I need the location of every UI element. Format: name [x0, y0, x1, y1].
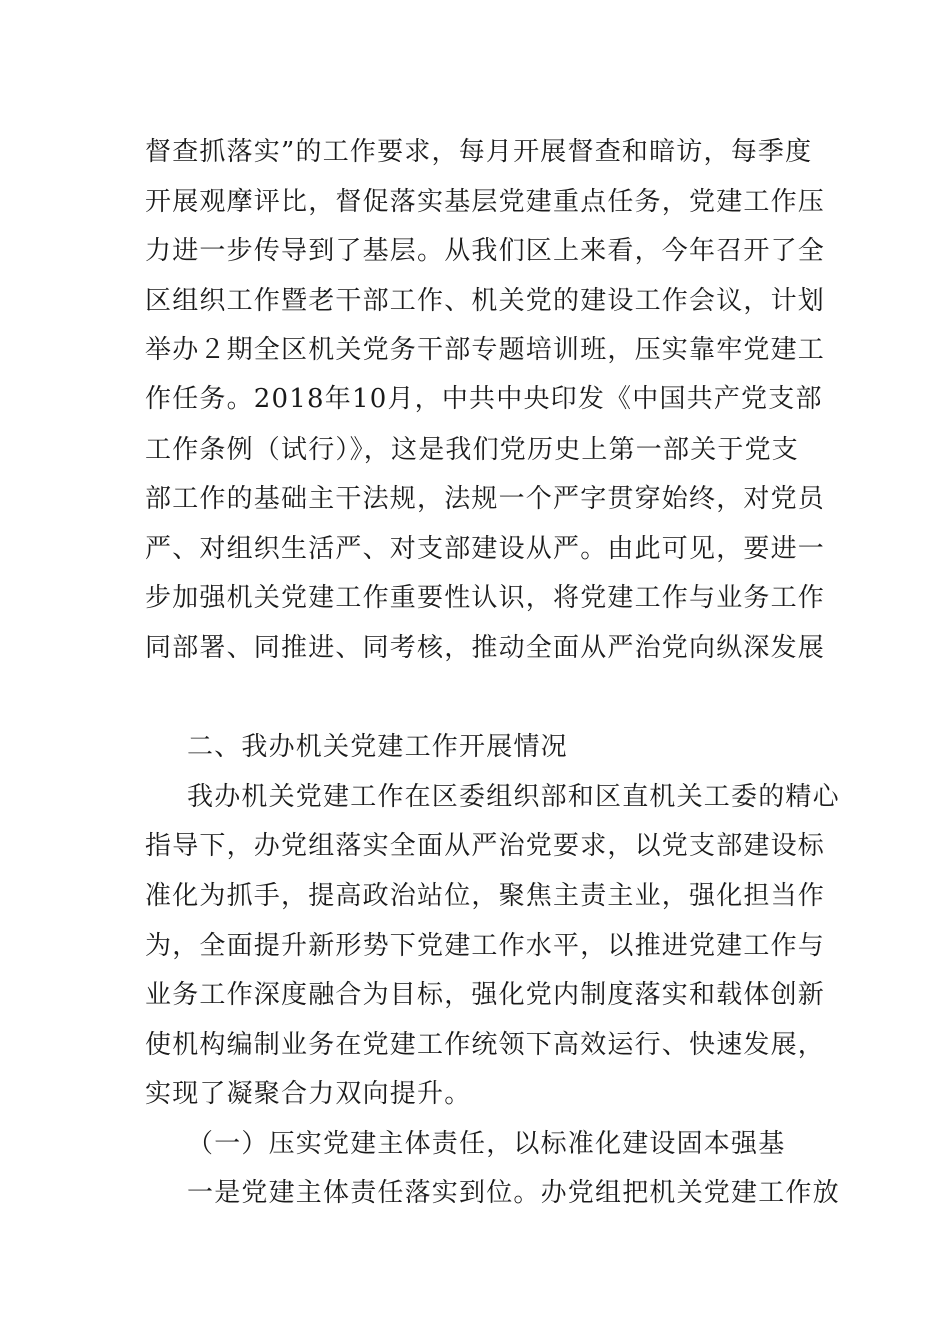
text-line: 举办２期全区机关党务干部专题培训班，压实靠牢党建工 [145, 335, 826, 365]
text-line: 同部署、同推进、同考核，推动全面从严治党向纵深发展 [145, 633, 826, 663]
text-line: 开展观摩评比，督促落实基层党建重点任务，党建工作压 [145, 187, 826, 217]
text-line: 区组织工作暨老干部工作、机关党的建设工作会议，计划 [145, 286, 826, 316]
text-line: 准化为抓手，提高政治站位，聚焦主责主业，强化担当作 [145, 881, 826, 911]
section-heading: 二、我办机关党建工作开展情况 [187, 732, 568, 762]
text-line: 为，全面提升新形势下党建工作水平，以推进党建工作与 [145, 931, 826, 961]
text-line: 工作条例（试行）》，这是我们党历史上第一部关于党支 [145, 435, 800, 465]
text-line: 我办机关党建工作在区委组织部和区直机关工委的精心 [187, 782, 840, 812]
text-line: 实现了凝聚合力双向提升。 [145, 1079, 472, 1109]
text-line: 使机构编制业务在党建工作统领下高效运行、快速发展， [145, 1030, 826, 1060]
text-line: 督查抓落实”的工作要求，每月开展督查和暗访，每季度 [145, 137, 813, 167]
text-line: 一是党建主体责任落实到位。办党组把机关党建工作放 [187, 1178, 840, 1208]
text-line: 步加强机关党建工作重要性认识，将党建工作与业务工作 [145, 583, 826, 613]
text-line: 部工作的基础主干法规，法规一个严字贯穿始终，对党员 [145, 484, 826, 514]
text-line: 力进一步传导到了基层。从我们区上来看，今年召开了全 [145, 236, 826, 266]
text-line: 严、对组织生活严、对支部建设从严。由此可见，要进一 [145, 534, 826, 564]
subsection-heading: （一）压实党建主体责任，以标准化建设固本强基 [187, 1129, 786, 1159]
text-line: 指导下，办党组落实全面从严治党要求，以党支部建设标 [145, 831, 826, 861]
text-line: 作任务。2018年10月，中共中央印发《中国共产党支部 [145, 384, 823, 414]
text-line: 业务工作深度融合为目标，强化党内制度落实和载体创新 [145, 980, 826, 1010]
